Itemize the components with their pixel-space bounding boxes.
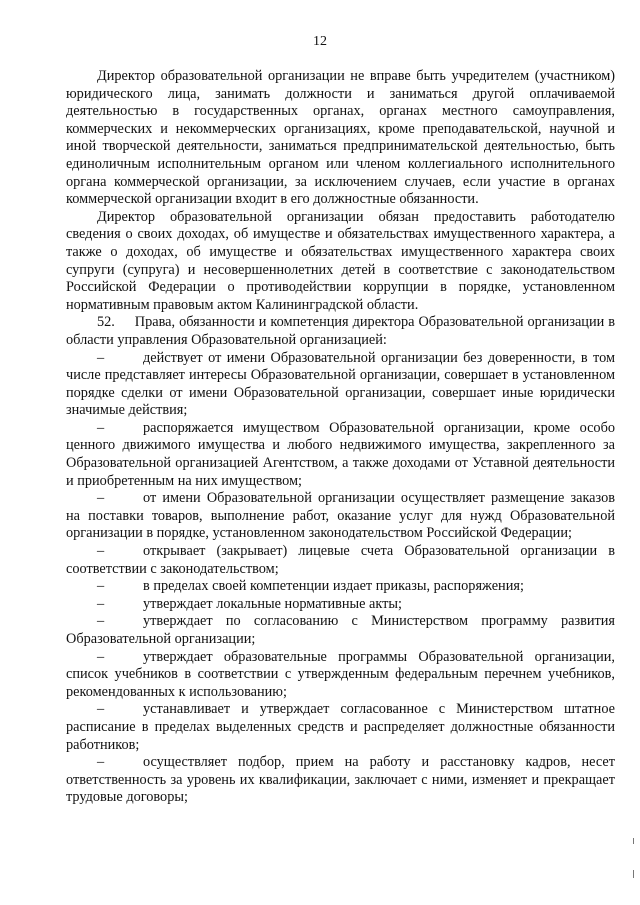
list-item-text: в пределах своей компетенции издает приказы, распоряжения; — [143, 578, 524, 595]
list-item — [66, 350, 615, 420]
dash-marker: – — [97, 419, 105, 436]
list-item-text: действует от имени Образовательной организации без доверенности, в том числе представляет интересы Образовательной организации, совершает в установленном порядке сделки от имени Образовательной организации, совершает иные юридически значимые действия; — [66, 349, 615, 419]
scan-edge-mark — [633, 870, 634, 878]
dash-marker: – — [97, 578, 105, 595]
list-item — [66, 578, 615, 596]
list-item — [66, 596, 615, 614]
list-item — [66, 543, 615, 578]
list-item — [66, 490, 615, 543]
paragraph-text: 52. Права, обязанности и компетенция директора Образовательной организации в области управления Образовательной организацией: — [66, 314, 619, 348]
scan-edge-mark — [633, 838, 634, 844]
list-item-text: утверждает по согласованию с Министерством программу развития Образовательной организации; — [66, 613, 615, 647]
list-item-text: утверждает локальные нормативные акты; — [143, 595, 402, 612]
list-item — [66, 754, 615, 807]
list-item-text: устанавливает и утверждает согласованное с Министерством штатное расписание в пределах выделенных средств и распределяет должностные обязанности работников; — [66, 701, 615, 753]
list-item-text: осуществляет подбор, прием на работу и расстановку кадров, несет ответственность за уровень их квалификации, заключает с ними, изменяет и прекращает трудовые договоры; — [66, 754, 615, 806]
list-item-text: открывает (закрывает) лицевые счета Образовательной организации в соответствии с законодательством; — [66, 543, 615, 577]
dash-marker: – — [97, 543, 105, 560]
document-body — [66, 68, 619, 807]
list-item-text: утверждает образовательные программы Образовательной организации, список учебников в соответствии с утвержденным федеральным перечнем учебников, рекомендованных к использованию; — [66, 648, 615, 700]
paragraph-text: Директор образовательной организации обязан предоставить работодателю сведения о своих доходах, об имуществе и обязательствах имущественного характера, а также о доходах, об имуществе и обязательствах имущественного характера своих супруги (супруга) и несовершеннолетних детей в соответствие с законодательством Российской Федерации о противодействии коррупции в порядке, установленном нормативным правовым актом Калининградской области. — [66, 208, 615, 313]
list-item — [66, 613, 615, 648]
list-item — [66, 701, 615, 754]
dash-marker: – — [97, 701, 105, 718]
page-number: 12 — [313, 34, 327, 49]
list-item — [66, 420, 615, 490]
paragraph-text: Директор образовательной организации не вправе быть учредителем (участником) юридического лица, занимать должности и заниматься другой оплачиваемой деятельностью в государственных органах, органах местного самоуправления, коммерческих и некоммерческих организациях, кроме преподавательской, научной и иной творческой деятельности, заниматься предпринимательской деятельностью, быть единоличным исполнительным органом или членом коллегиального исполнительного органа коммерческой организации, за исключением случаев, если участие в органах коммерческой организации входит в его должностные обязанности. — [66, 68, 615, 208]
list-item-text: распоряжается имуществом Образовательной организации, кроме особо ценного движимого имущества и любого недвижимого имущества, закрепленного за Образовательной организацией Агентством, а также доходами от Уставной деятельности и приобретенным на них имуществом; — [66, 419, 615, 489]
dash-marker: – — [97, 613, 105, 630]
dash-marker: – — [97, 349, 105, 366]
dash-marker: – — [97, 490, 105, 507]
dash-marker: – — [97, 595, 105, 612]
list-item — [66, 649, 615, 702]
paragraph-income-disclosure — [66, 209, 615, 315]
dash-marker: – — [97, 648, 105, 665]
dash-marker: – — [97, 754, 105, 771]
paragraph-director-restrictions — [66, 68, 615, 209]
section-52-heading — [66, 314, 619, 349]
list-item-text: от имени Образовательной организации осуществляет размещение заказов на поставки товаров, выполнение работ, оказание услуг для нужд Образовательной организации в порядке, установленном законодательством Российской Федерации; — [66, 490, 615, 542]
